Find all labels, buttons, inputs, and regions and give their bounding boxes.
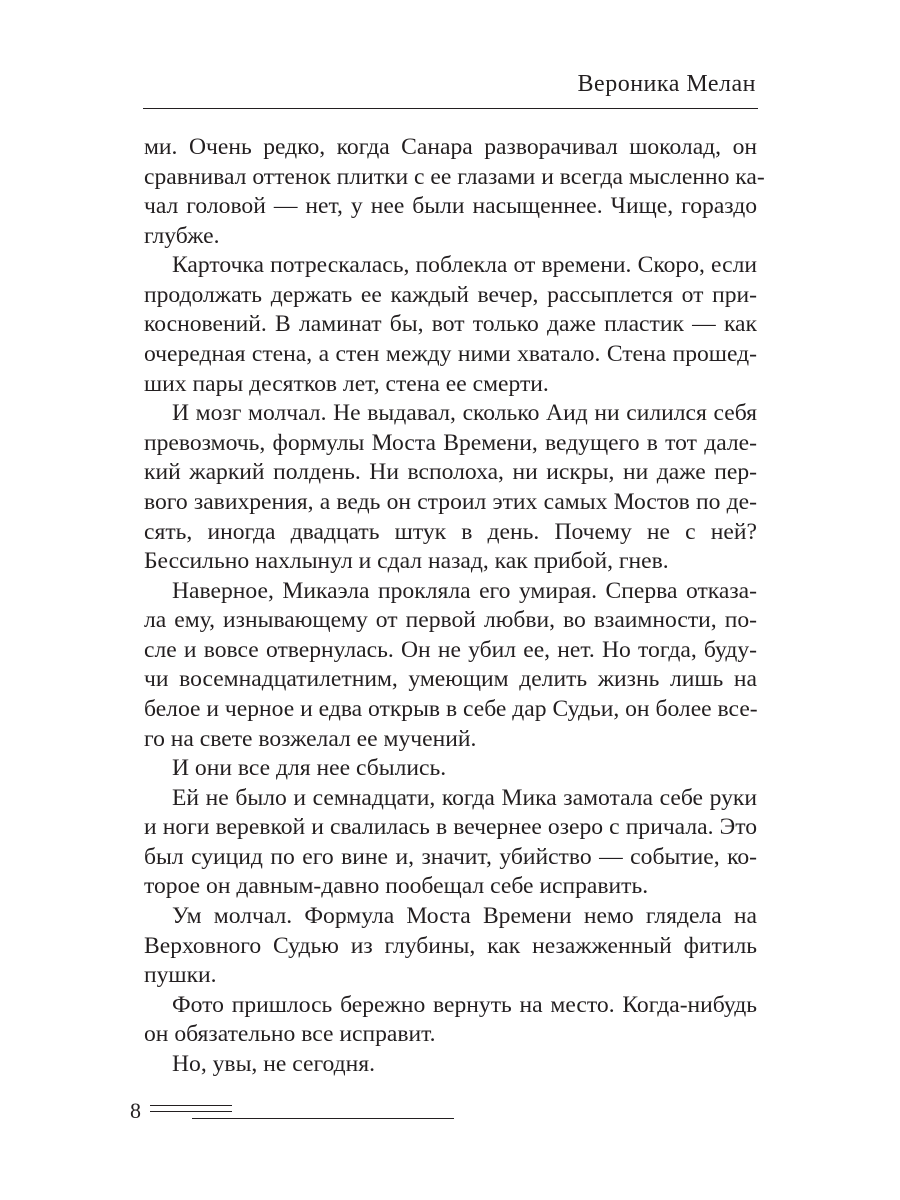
text-line: сравнивал оттенок плитки с ее глазами и всегда мысленно ка- bbox=[144, 163, 765, 190]
text-line: был суицид по его вине и, значит, убийство — событие, ко- bbox=[144, 843, 757, 870]
text-line: чи восемнадцатилетним, умеющим делить жизнь лишь на bbox=[144, 666, 757, 693]
text-line: пушки. bbox=[144, 962, 217, 989]
body-text bbox=[144, 133, 765, 1080]
text-line: кий жаркий полдень. Ни всполоха, ни искры, ни даже пер- bbox=[144, 459, 757, 486]
text-line: Ей не было и семнадцати, когда Мика замотала себе руки bbox=[172, 784, 757, 811]
text-line: сле и вовсе отвернулась. Он не убил ее, нет. Но тогда, буду- bbox=[144, 636, 757, 663]
text-line: чал головой — нет, у нее были насыщеннее. Чище, гораздо bbox=[144, 193, 757, 220]
text-line: превозмочь, формулы Моста Времени, ведущего в тот далe- bbox=[144, 429, 757, 456]
text-line: косновений. В ламинат бы, вот только даже пластик — как bbox=[144, 311, 757, 338]
text-line: и ноги веревкой и свалилась в вечернее озеро с причала. Это bbox=[144, 814, 757, 841]
text-line: ла ему, изнывающему от первой любви, во взаимности, по- bbox=[144, 607, 757, 634]
header-rule bbox=[143, 108, 758, 109]
text-line: Но, увы, не сегодня. bbox=[172, 1050, 376, 1077]
text-line: вого завихрения, а ведь он строил этих самых Мостов по де- bbox=[144, 488, 757, 515]
text-line: продолжать держать ее каждый вечер, рассыплется от при- bbox=[144, 281, 757, 308]
text-line: сять, иногда двадцать штук в день. Почему не с ней? bbox=[144, 518, 757, 545]
text-line: ми. Очень редко, когда Санара разворачивал шоколад, он bbox=[144, 134, 757, 160]
text-line: го на свете возжелал ее мучений. bbox=[144, 725, 477, 752]
text-line: очередная стена, а стен между ними хватало. Стена прошед- bbox=[144, 341, 757, 368]
text-line: глубже. bbox=[144, 222, 220, 249]
text-line: Верховного Судью из глубины, как незажженный фитиль bbox=[144, 932, 757, 959]
text-line: Бессильно нахлынул и сдал назад, как прибой, гнев. bbox=[144, 548, 669, 575]
text-line: И мозг молчал. Не выдавал, сколько Аид ни силился себя bbox=[172, 400, 757, 427]
footer-rule bbox=[150, 1111, 232, 1112]
text-line: белое и черное и едва открыв в себе дар Судьи, он более все- bbox=[144, 695, 758, 722]
footer-rule bbox=[150, 1105, 232, 1106]
text-line: ших пары десятков лет, стена ее смерти. bbox=[144, 370, 549, 397]
text-line: Карточка потрескалась, поблекла от времени. Скоро, если bbox=[172, 252, 757, 279]
page-number: 8 bbox=[130, 1098, 141, 1123]
footer-rule bbox=[192, 1118, 454, 1119]
text-line: Фото пришлось бережно вернуть на место. Когда-нибудь bbox=[172, 991, 757, 1018]
text-line: Ум молчал. Формула Моста Времени немо глядела на bbox=[172, 903, 757, 930]
text-line: он обязательно все исправит. bbox=[144, 1021, 436, 1048]
text-line: И они все для нее сбылись. bbox=[172, 755, 447, 782]
text-line: торое он давным-давно пообещал себе исправить. bbox=[144, 873, 649, 900]
running-head-author: Вероника Мелан bbox=[577, 71, 756, 97]
text-line: Наверное, Микаэла прокляла его умирая. Сперва отказа- bbox=[172, 577, 757, 604]
